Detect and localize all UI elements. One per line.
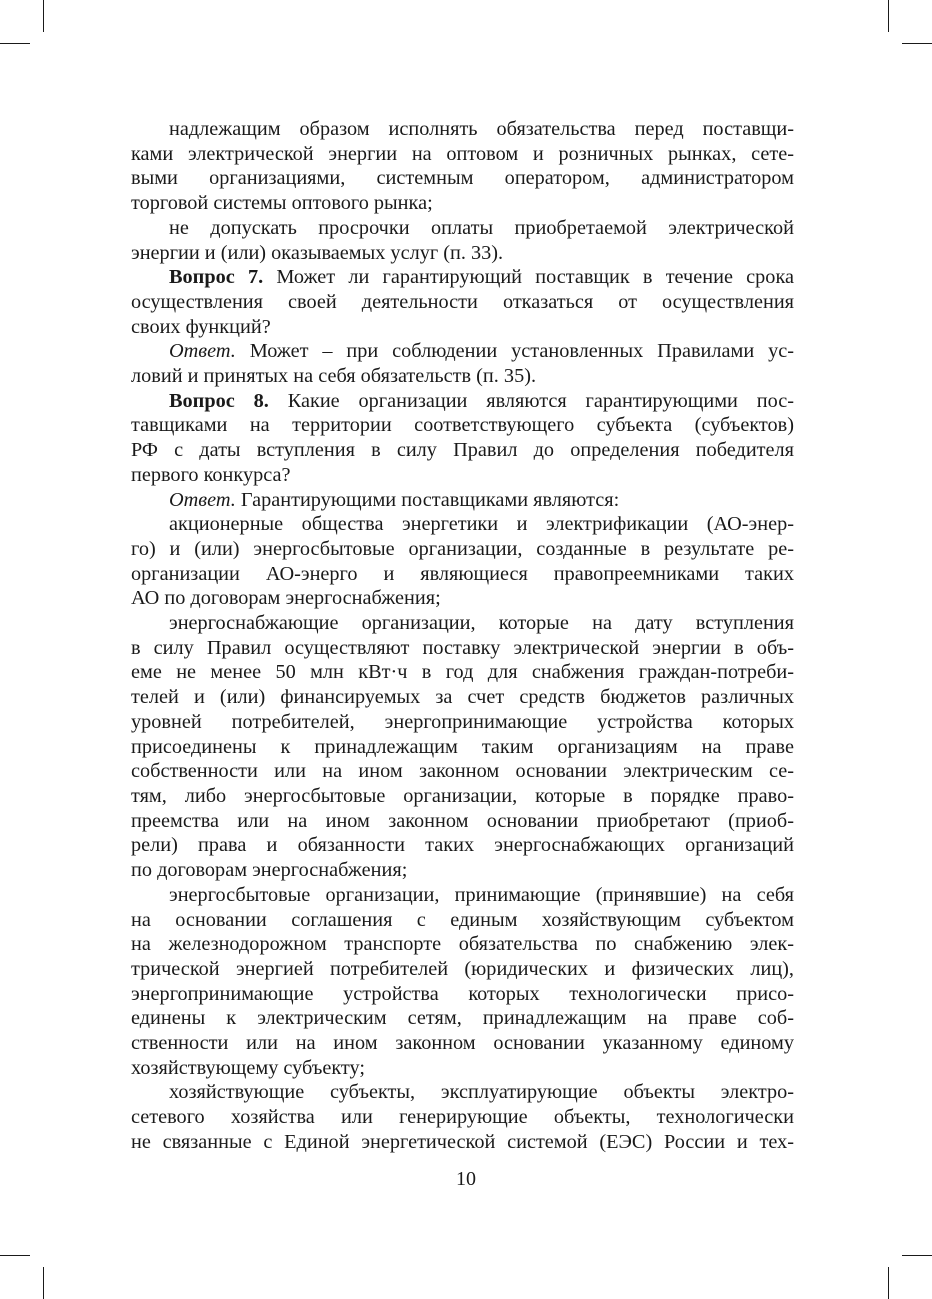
- paragraph: [131, 339, 794, 388]
- text-line: осуществления своей деятельности отказаться от осуществления: [131, 290, 794, 313]
- text-line: хозяйствующие субъекты, эксплуатирующие объекты электро-: [169, 1081, 794, 1104]
- text-line: энергии и (или) оказываемых услуг (п. 33).: [131, 241, 504, 264]
- text-line: тавщиками на территории соответствующего субъекта (субъектов): [131, 414, 794, 437]
- crop-mark: [0, 1255, 30, 1256]
- text-line: преемства или на ином законном основании приобретают (приоб-: [131, 809, 794, 832]
- text-line: еме не менее 50 млн кВт·ч в год для снабжения граждан-потреби-: [131, 661, 794, 684]
- paragraph: [131, 216, 794, 265]
- text-line: телей и (или) финансируемых за счет средств бюджетов различных: [131, 686, 794, 709]
- text-line: ственности или на ином законном основании указанному единому: [131, 1032, 794, 1055]
- text-line: уровней потребителей, энергопринимающие устройства которых: [131, 710, 794, 733]
- text-line: в силу Правил осуществляют поставку электрической энергии в объ-: [131, 636, 794, 659]
- text-line: го) и (или) энергосбытовые организации, созданные в результате ре-: [131, 537, 794, 560]
- crop-mark: [43, 0, 44, 32]
- text-line: РФ с даты вступления в силу Правил до определения победителя: [131, 439, 794, 462]
- question-label: Вопрос 7.: [169, 266, 264, 289]
- text-line: первого конкурса?: [131, 463, 291, 486]
- text-line: не связанные с Единой энергетической системой (ЕЭС) России и тех-: [131, 1130, 794, 1153]
- page-number: 10: [456, 1168, 476, 1190]
- crop-mark: [888, 0, 889, 32]
- crop-mark: [902, 43, 932, 44]
- text-line: единены к электрическим сетям, принадлежащим на праве соб-: [131, 1007, 794, 1030]
- text-line: на железнодорожном транспорте обязательства по снабжению элек-: [131, 933, 794, 956]
- text-line: надлежащим образом исполнять обязательства перед поставщи-: [169, 118, 794, 140]
- text-line: не допускать просрочки оплаты приобретаемой электрической: [169, 216, 794, 239]
- text-line: ловий и принятых на себя обязательств (п. 35).: [131, 365, 537, 388]
- paragraph: [131, 883, 794, 1081]
- text-line: акционерные общества энергетики и электрификации (АО-энер-: [169, 513, 794, 536]
- text-line: собственности или на ином законном основании электрическим се-: [131, 760, 794, 783]
- crop-mark: [43, 1267, 44, 1299]
- paragraph: [131, 389, 794, 488]
- question-label: Вопрос 8.: [169, 389, 269, 412]
- paragraph: [131, 512, 794, 611]
- text-line: рели) права и обязанности таких энергоснабжающих организаций: [131, 834, 794, 857]
- answer-label: Ответ.: [169, 340, 236, 363]
- paragraph: [131, 265, 794, 339]
- crop-mark: [902, 1255, 932, 1256]
- crop-mark: [888, 1267, 889, 1299]
- text-line: энергоснабжающие организации, которые на дату вступления: [169, 612, 794, 635]
- text-line: Вопрос 8. Какие организации являются гарантирующими пос-: [169, 389, 794, 412]
- body-text: [131, 117, 794, 1155]
- text-line: энергосбытовые организации, принимающие (принявшие) на себя: [169, 883, 794, 906]
- crop-mark: [0, 43, 30, 44]
- text-line: хозяйствующему субъекту;: [131, 1056, 366, 1079]
- text-line: на основании соглашения с единым хозяйствующим субъектом: [131, 908, 794, 931]
- text-line: трической энергией потребителей (юридических и физических лиц),: [131, 957, 794, 980]
- text-line: выми организациями, системным оператором, администратором: [131, 167, 794, 190]
- paragraph: [131, 117, 794, 216]
- text-line: торговой системы оптового рынка;: [131, 192, 433, 215]
- text-line: энергопринимающие устройства которых технологически присо-: [131, 982, 794, 1005]
- paragraph: [131, 611, 794, 883]
- paragraph: [131, 1080, 794, 1154]
- text-line: тям, либо энергосбытовые организации, которые в порядке право-: [131, 784, 794, 807]
- text-line: ками электрической энергии на оптовом и розничных рынках, сете-: [131, 142, 794, 165]
- text-line: присоединены к принадлежащим таким организациям на праве: [131, 735, 794, 758]
- text-line: Вопрос 7. Может ли гарантирующий поставщик в течение срока: [169, 266, 794, 289]
- text-line: Ответ. Может – при соблюдении установленных Правилами ус-: [169, 340, 794, 363]
- text-line: своих функций?: [131, 315, 271, 338]
- text-line: по договорам энергоснабжения;: [131, 859, 408, 882]
- text-line: организации АО-энерго и являющиеся правопреемниками таких: [131, 562, 794, 585]
- text-line: АО по договорам энергоснабжения;: [131, 587, 441, 610]
- paragraph: [131, 488, 794, 513]
- answer-label: Ответ.: [169, 488, 236, 511]
- text-line: сетевого хозяйства или генерирующие объекты, технологически: [131, 1106, 794, 1129]
- text-line: Ответ. Гарантирующими поставщиками являются:: [169, 488, 620, 511]
